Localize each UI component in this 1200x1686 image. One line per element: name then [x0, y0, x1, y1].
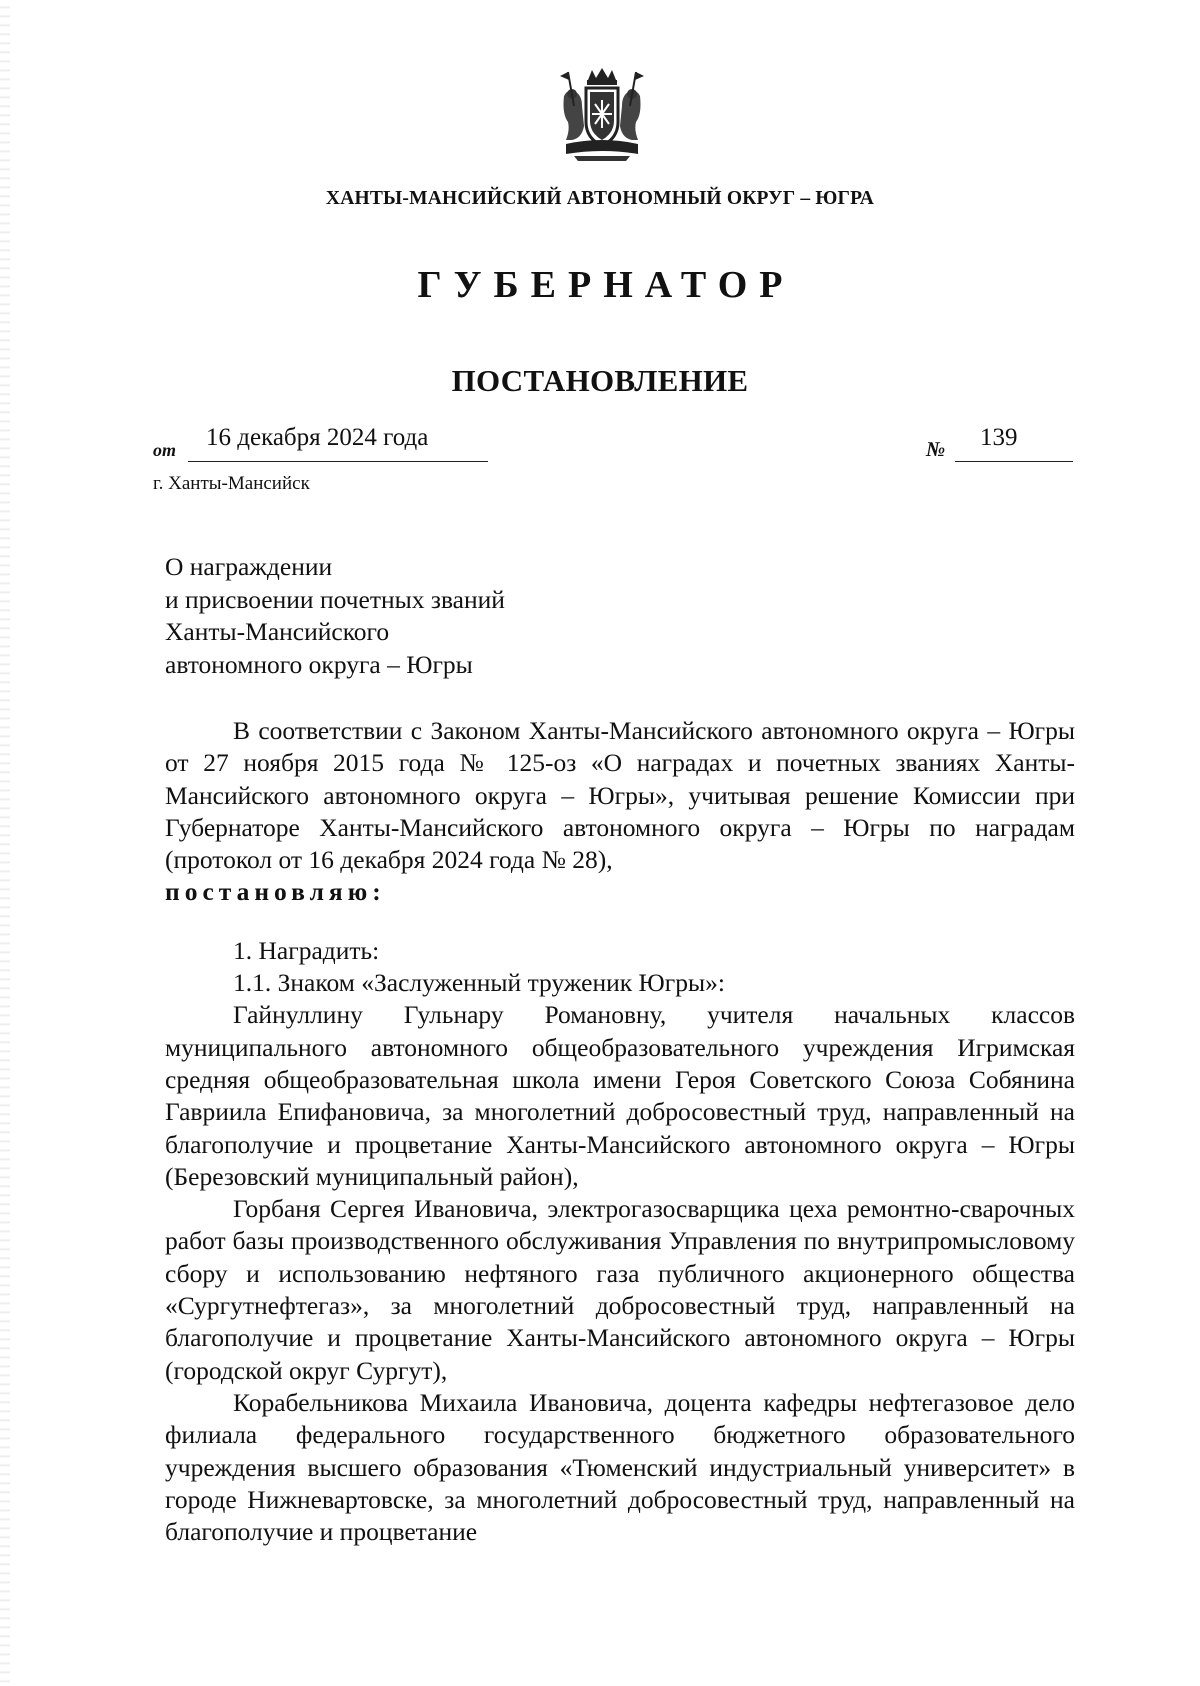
date-underline	[188, 461, 488, 462]
document-body	[165, 715, 1075, 1548]
date-prefix: от	[153, 440, 177, 460]
award-paragraph: Корабельникова Михаила Ивановича, доцента кафедры нефтегазовое дело филиала федерального государственного бюджетного образовательного учреждения высшего образования «Тюменский индустриальный университет» в городе Нижневартовске, за многолетний добросовестный труд, направленный на благополучие и процветание	[165, 1387, 1075, 1547]
coat-of-arms-emblem	[558, 66, 646, 162]
document-number: 139	[980, 424, 1018, 451]
document-date: 16 декабря 2024 года	[206, 424, 429, 451]
award-paragraph: Горбаня Сергея Ивановича, электрогазосварщика цеха ремонтно-сварочных работ базы производственного обслуживания Управления по внутрипромысловому сбору и использованию нефтяного газа публичного акционерного общества «Сургутнефтегаз», за многолетний добросовестный труд, направленный на благополучие и процветание Ханты-Мансийского автономного округа – Югры (городской округ Сургут),	[165, 1194, 1075, 1385]
document-type-title: ПОСТАНОВЛЕНИЕ	[451, 363, 749, 398]
item-1: 1. Наградить:	[233, 935, 380, 965]
document-subject	[165, 551, 505, 681]
award-paragraph: Гайнуллину Гульнару Романовну, учителя начальных классов муниципального автономного общеобразовательного учреждения Игримская средняя общеобразовательная школа имени Героя Советского Союза Собянина Гавриила Епифановича, за многолетний добросовестный труд, направленный на благополучие и процветание Ханты-Мансийского автономного округа – Югры (Березовский муниципальный район),	[165, 1000, 1075, 1191]
authority-title: ГУБЕРНАТОР	[417, 264, 795, 306]
subject-line: Ханты-Мансийского	[165, 617, 390, 646]
subject-line: и присвоении почетных званий	[165, 584, 505, 614]
preamble-paragraph	[165, 715, 1075, 909]
subject-line: автономного округа – Югры	[165, 649, 473, 679]
scan-edge	[0, 0, 10, 1686]
decree-colon: :	[372, 877, 381, 907]
subject-line: О награждении	[165, 552, 333, 581]
document-city: г. Ханты-Мансийск	[153, 473, 310, 494]
decree-word: постановляю	[165, 877, 373, 907]
preamble-text: В соответствии с Законом Ханты-Мансийского автономного округа – Югры от 27 ноября 2015 года № 125-оз «О наградах и почетных званиях Ханты-Мансийского автономного округа – Югры», учитывая решение Комиссии при Губернаторе Ханты-Мансийского автономного округа – Югры по наградам (протокол от 16 декабря 2024 года № 28),	[165, 716, 1075, 875]
number-underline	[955, 461, 1073, 462]
item-1-1: 1.1. Знаком «Заслуженный труженик Югры»:	[233, 968, 725, 998]
region-title: ХАНТЫ-МАНСИЙСКИЙ АВТОНОМНЫЙ ОКРУГ – ЮГРА	[325, 188, 875, 209]
number-prefix: №	[926, 437, 946, 461]
